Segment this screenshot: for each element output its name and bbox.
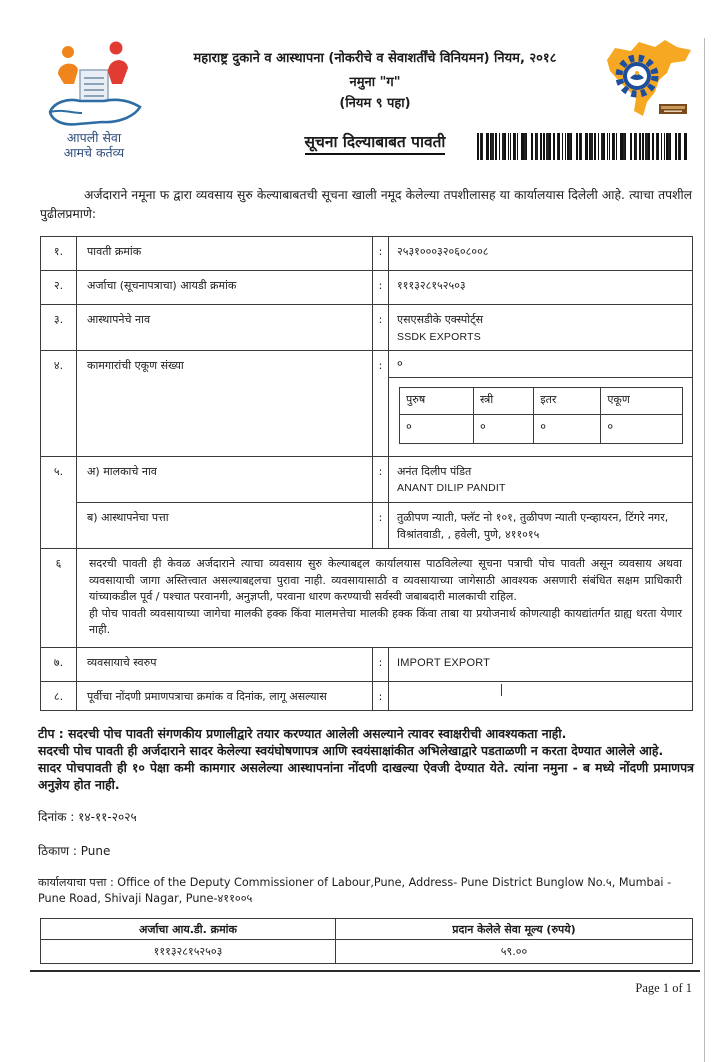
maharashtra-map-gear-icon <box>601 38 696 130</box>
row-number: ७. <box>41 647 77 681</box>
previous-registration-label: पूर्वीचा नोंदणी प्रमाणपत्राचा क्रमांक व दिनांक, लागू असल्यास <box>77 681 373 711</box>
form-name: नमुना "ग" <box>349 74 401 90</box>
maharashtra-labour-emblem <box>601 38 696 130</box>
row-label: कामगारांची एकूण संख्या <box>77 351 373 457</box>
fee-service-value: ५९.०० <box>336 940 693 964</box>
office-address <box>38 875 694 909</box>
table-row-5b <box>41 503 693 549</box>
page-number: Page 1 of 1 <box>635 981 692 996</box>
colon-separator: : <box>373 305 389 351</box>
act-title: महाराष्ट्र दुकाने व आस्थापना (नोकरीचे व सेवाशर्तींचे विनियमन) नियम, २०१८ <box>193 51 557 66</box>
document-header <box>0 38 724 170</box>
table-row-5a <box>41 456 693 502</box>
row-label: आस्थापनेचे नाव <box>77 305 373 351</box>
establishment-address-label: ब) आस्थापनेचा पत्ता <box>77 503 373 549</box>
establishment-name-english: SSDK EXPORTS <box>397 330 481 343</box>
fee-header-application-id: अर्जाचा आय.डी. क्रमांक <box>41 919 336 940</box>
worker-count-cell <box>389 351 693 457</box>
office-address-label: कार्यालयाचा पत्ता : <box>38 875 114 889</box>
table-row-6 <box>41 549 693 648</box>
receipt-title: सूचना दिल्याबाबत पावती <box>150 130 600 152</box>
total-count: ० <box>601 414 683 443</box>
owner-name-english: ANANT DILIP PANDIT <box>397 482 506 495</box>
worker-breakup-value-row <box>400 414 683 443</box>
papers-icon <box>80 70 108 104</box>
place-line: ठिकाण : Pune <box>38 843 111 858</box>
logo-caption-line2: आमचे कर्तव्य <box>63 145 125 160</box>
colon-separator: : <box>373 237 389 271</box>
details-table <box>40 236 693 711</box>
fee-value-row <box>41 940 693 964</box>
worker-breakup-table <box>399 387 683 444</box>
male-count: ० <box>400 414 474 443</box>
person-red-icon <box>110 42 123 55</box>
owner-name-cell <box>389 456 693 502</box>
notes-block <box>38 726 694 793</box>
col-total: एकूण <box>601 387 683 414</box>
colon-separator: : <box>373 351 389 457</box>
row-number: ६ <box>41 549 77 648</box>
establishment-address-value: तुळीपण न्याती, फ्लॅट नो १०१, तुळीपण न्याती एन्व्हायरन, टिंगरे नगर, विश्रांतवाडी, , हवेली, पुणे, ४११०१५ <box>389 503 693 549</box>
row-number: ४. <box>41 351 77 457</box>
fee-application-id: १११३२८१५२५०३ <box>41 940 336 964</box>
disclaimer-paragraph-1: सदरची पावती ही केवळ अर्जदाराने त्याचा व्यवसाय सुरु केल्याबद्दल कार्यालयास पाठविलेल्या सूचना पत्राची पोच पावती असून व्यवसाय अथवा व्यवसायाची जागा अस्तित्त्वात असल्याबद्दलचा पुरावा नाही. व्यवसायासाठी व व्यवसायाच्या जागेसाठी आवश्यक असणारी संबंधित सक्षम प्राधिकारी यांच्याकडील पूर्व / पश्चात परवानगी, अनुज्ञप्ती, परवाना धारण करण्याची सर्वस्वी जबाबदारी मालकाची राहिल. <box>89 557 682 604</box>
note-line-3: सादर पोचपावती ही १० पेक्षा कमी कामगार असलेल्या आस्थापनांना नोंदणी दाखल्या ऐवजी देण्यात येते. त्यांना नमुना - ब मध्ये नोंदणी प्रमाणपत्र अनुज्ञेय होत नाही. <box>38 759 694 792</box>
establishment-name-marathi: एसएसडीके एक्स्पोर्ट्स <box>397 313 484 327</box>
fee-header-row <box>41 919 693 940</box>
colon-separator: : <box>373 503 389 549</box>
table-row-2 <box>41 271 693 305</box>
row-number: ८. <box>41 681 77 711</box>
page-scan-edge <box>704 38 705 1062</box>
footer-divider <box>30 970 700 972</box>
colon-separator: : <box>373 456 389 502</box>
rule-reference: (नियम ९ पहा) <box>339 95 411 111</box>
intro-paragraph: अर्जदाराने नमूना फ द्वारा व्यवसाय सुरु केल्याबाबतची सूचना खाली नमूद केलेल्या तपशीलासह या कार्यालयास दिलेली आहे. त्याचा तपशील पुढीलप्रमाणे: <box>40 188 692 222</box>
disclaimer-cell <box>77 549 693 648</box>
office-address-value: Office of the Deputy Commissioner of Labour,Pune, Address- Pune District Bunglow No.५, Mumbai - Pune Road, Shivaji Nagar, Pune-४११००५ <box>38 875 672 906</box>
row-number: ३. <box>41 305 77 351</box>
business-nature-value: IMPORT EXPORT <box>389 647 693 681</box>
col-female: स्त्री <box>474 387 534 414</box>
fee-header-service-value: प्रदान केलेले सेवा मूल्य (रुपये) <box>336 919 693 940</box>
person-orange-icon <box>62 46 74 58</box>
title-block <box>150 50 600 111</box>
row-number: २. <box>41 271 77 305</box>
logo-caption-line1: आपली सेवा <box>66 130 122 145</box>
scan-artifact-mark <box>501 684 502 696</box>
worker-breakup-region <box>389 377 692 456</box>
apli-seva-logo <box>42 40 152 166</box>
row-number: १. <box>41 237 77 271</box>
colon-separator: : <box>373 647 389 681</box>
owner-name-label: अ) मालकाचे नाव <box>77 456 373 502</box>
worker-total-value: ० <box>397 357 403 371</box>
note-line-2: सदरची पोच पावती ही अर्जदाराने सादर केलेल्या स्वयंघोषणापत्र आणि स्वयंसाक्षांकीत अभिलेखाद्वारे पडताळणी न करता देण्यात आलेले आहे. <box>38 742 664 758</box>
other-count: ० <box>534 414 601 443</box>
hands-service-icon <box>42 40 152 162</box>
table-row-1 <box>41 237 693 271</box>
application-id-value: १११३२८१५२५०३ <box>389 271 693 305</box>
receipt-number-value: २५३१०००३२०६०८००८ <box>389 237 693 271</box>
table-row-7 <box>41 647 693 681</box>
establishment-name-value <box>389 305 693 351</box>
note-line-1: टीप : सदरची पोच पावती संगणकीय प्रणालीद्वारे तयार करण्यात आलेली असल्याने त्यावर स्वाक्षरीची आवश्यकता नाही. <box>38 726 567 742</box>
col-male: पुरुष <box>400 387 474 414</box>
table-row-3 <box>41 305 693 351</box>
date-line: दिनांक : १४-११-२०२५ <box>38 809 137 824</box>
fee-table <box>40 918 693 964</box>
row-label: पावती क्रमांक <box>77 237 373 271</box>
disclaimer-paragraph-2: ही पोच पावती व्यवसायाच्या जागेचा मालकी हक्क किंवा मालमत्तेचा मालकी हक्क किंवा ताबा या प्रयोजनार्थ कोणत्याही कायद्यांतर्गत ग्राह्य धरता येणार नाही. <box>89 606 682 637</box>
female-count: ० <box>474 414 534 443</box>
barcode-icon <box>477 133 688 160</box>
colon-separator: : <box>373 271 389 305</box>
row-number: ५. <box>41 456 77 548</box>
table-row-8 <box>41 681 693 711</box>
owner-name-marathi: अनंत दिलीप पंडित <box>397 464 472 478</box>
worker-breakup-header-row <box>400 387 683 414</box>
row-label: अर्जाचा (सूचनापत्राचा) आयडी क्रमांक <box>77 271 373 305</box>
table-row-4 <box>41 351 693 457</box>
business-nature-label: व्यवसायाचे स्वरुप <box>77 647 373 681</box>
previous-registration-value <box>389 681 693 711</box>
colon-separator: : <box>373 681 389 711</box>
col-other: इतर <box>534 387 601 414</box>
